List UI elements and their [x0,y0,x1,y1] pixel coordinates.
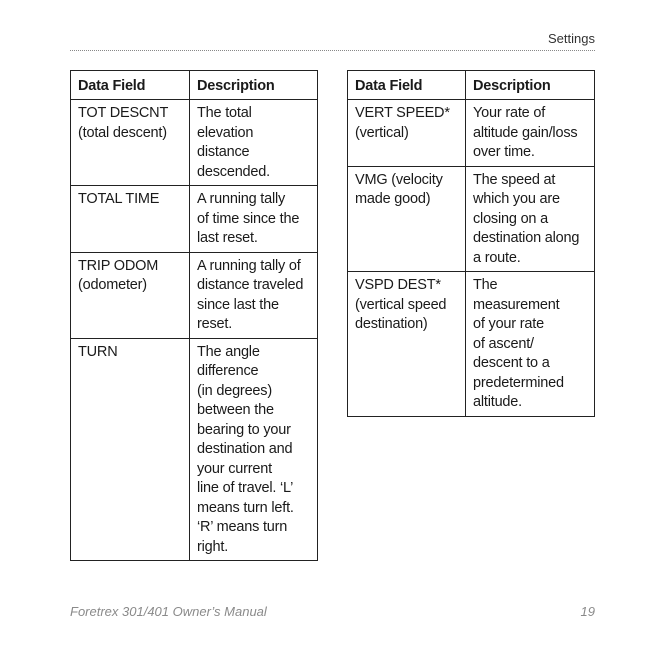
description-cell: A running tally of time since the last reset. [190,186,318,253]
table-header-row [348,71,595,100]
section-title: Settings [548,31,595,46]
table-row [348,100,595,167]
manual-title: Foretrex 301/401 Owner’s Manual [70,604,267,619]
description-cell: The measurement of your rate of ascent/ descent to a predetermined altitude. [466,272,595,417]
column-header-data-field: Data Field [348,71,466,100]
data-field-cell: TURN [71,338,190,561]
page-number: 19 [580,604,595,619]
data-field-table-right [347,70,595,417]
data-field-cell: TOT DESCNT (total descent) [71,100,190,186]
table-row [71,186,318,253]
description-cell: The total elevation distance descended. [190,100,318,186]
description-cell: Your rate of altitude gain/loss over time. [466,100,595,167]
data-field-cell: TRIP ODOM (odometer) [71,252,190,338]
data-field-cell: TOTAL TIME [71,186,190,253]
table-header-row [71,71,318,100]
header-divider [70,50,595,51]
table-row [71,338,318,561]
data-field-cell: VMG (velocity made good) [348,166,466,272]
table-row [348,272,595,417]
table-row [71,252,318,338]
column-header-description: Description [190,71,318,100]
data-field-cell: VSPD DEST* (vertical speed destination) [348,272,466,417]
table-row [71,100,318,186]
description-cell: The angle difference (in degrees) between the bearing to your destination and your current line of travel. ‘L’ means turn left. ‘R’ means turn right. [190,338,318,561]
data-field-cell: VERT SPEED* (vertical) [348,100,466,167]
description-cell: A running tally of distance traveled since last the reset. [190,252,318,338]
column-header-data-field: Data Field [71,71,190,100]
description-cell: The speed at which you are closing on a destination along a route. [466,166,595,272]
table-row [348,166,595,272]
data-field-table-left [70,70,318,561]
column-header-description: Description [466,71,595,100]
